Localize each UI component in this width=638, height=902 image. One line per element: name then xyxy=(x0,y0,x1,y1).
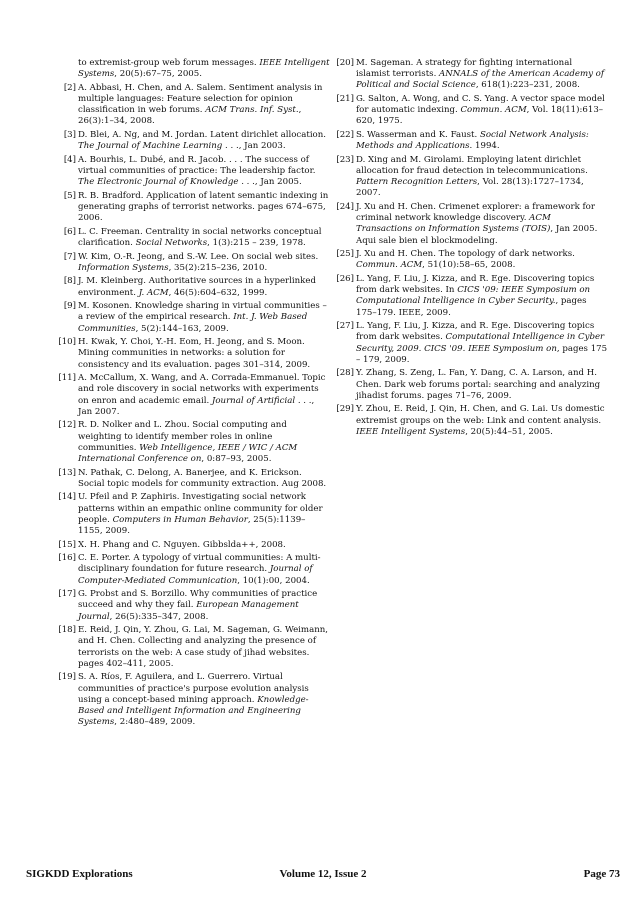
reference-entry xyxy=(336,404,608,438)
reference-text: G. Salton, A. Wong, and C. S. Yang. A vector space model for automatic indexing. xyxy=(356,94,605,116)
reference-entry xyxy=(58,337,330,371)
reference-number: [19] xyxy=(58,672,76,683)
reference-number: [14] xyxy=(58,492,76,503)
reference-entry xyxy=(62,227,330,249)
reference-number: [13] xyxy=(58,467,76,478)
reference-text: E. Reid, J. Qin, Y. Zhou, G. Lai, M. Sageman, G. Weimann, and H. Chen. Collecting and analyzing the presence of terrorists on the web: A case study of jihad websites. pages 402–411, 2005. xyxy=(78,625,329,669)
reference-number: [27] xyxy=(336,321,354,332)
reference-entry xyxy=(58,420,330,465)
reference-entry xyxy=(58,672,330,728)
reference-venue: Computers in Human Behavior xyxy=(112,514,248,525)
reference-number: [7] xyxy=(63,251,76,262)
reference-text: , 20(5):67–75, 2005. xyxy=(114,69,202,80)
reference-text: J. M. Kleinberg. Authoritative sources in a hyperlinked environment. xyxy=(78,276,316,298)
reference-venue: Web Intelligence, IEEE / WIC / ACM International Conference on xyxy=(78,442,298,464)
reference-text: X. H. Phang and C. Nguyen. Gibbslda++, 2008. xyxy=(78,539,286,550)
reference-entry xyxy=(58,589,330,623)
reference-text: R. B. Bradford. Application of latent semantic indexing in generating graphs of terrorist networks. pages 674–675, 2006. xyxy=(78,190,329,224)
footer-page-number: Page 73 xyxy=(583,868,620,880)
page-footer xyxy=(26,868,620,882)
reference-entry xyxy=(336,202,608,247)
reference-text: Y. Zhang, S. Zeng, L. Fan, Y. Dang, C. A. Larson, and H. Chen. Dark web forums portal: searching and analyzing jihadist forums. pages 71–76, 2009. xyxy=(356,368,601,401)
reference-venue: The Electronic Journal of Knowledge . . . xyxy=(78,177,255,188)
reference-venue: European Management Journal xyxy=(78,600,299,622)
reference-text: G. Probst and S. Borzillo. Why communities of practice succeed and why they fail. xyxy=(78,589,318,611)
reference-text: , 25(5):1139–1155, 2009. xyxy=(78,514,306,536)
reference-text: J. Xu and H. Chen. Crimenet explorer: a framework for criminal network knowledge discovery. xyxy=(356,202,595,224)
reference-number: [17] xyxy=(58,589,76,600)
reference-text: Y. Zhou, E. Reid, J. Qin, H. Chen, and G. Lai. Us domestic extremist groups on the web: Link and content analysis. xyxy=(356,404,605,426)
reference-number: [3] xyxy=(63,130,76,140)
reference-number: [29] xyxy=(336,404,354,415)
reference-number: [8] xyxy=(63,276,76,287)
reference-entry xyxy=(62,130,330,152)
reference-entry xyxy=(336,94,608,128)
reference-text: , Jan 2005. xyxy=(254,177,302,188)
reference-number: [20] xyxy=(336,58,354,68)
reference-text: D. Xing and M. Girolami. Employing latent dirichlet allocation for fraud detection in telecommunications. xyxy=(356,154,588,176)
reference-venue: Information Systems xyxy=(78,262,169,273)
reference-entry xyxy=(336,249,608,271)
reference-text: , 26(3):1–34, 2008. xyxy=(78,105,302,127)
reference-text: S. A. Ríos, F. Aguilera, and L. Guerrero. Virtual communities of practice's purpose evolution analysis using a concept-based mining approach. xyxy=(78,672,309,705)
reference-number: [28] xyxy=(336,368,354,379)
reference-number: [5] xyxy=(63,190,76,201)
reference-number: [25] xyxy=(336,249,354,260)
reference-text: A. Bourhis, L. Dubé, and R. Jacob. . . . The success of virtual communities of practice: The leadership factor. xyxy=(78,154,316,176)
reference-number: [16] xyxy=(58,553,76,564)
reference-number: [18] xyxy=(58,625,76,636)
reference-venue: CICS '09: IEEE Symposium on Computational Intelligence in Cyber Security. xyxy=(356,285,591,307)
reference-venue: J. ACM xyxy=(138,287,169,298)
reference-venue: IEEE Intelligent Systems xyxy=(356,426,466,437)
reference-number: [9] xyxy=(63,301,76,312)
reference-text: , 20(5):44–51, 2005. xyxy=(465,426,553,437)
reference-venue: ACM Trans. Inf. Syst. xyxy=(205,105,299,116)
reference-number: [10] xyxy=(58,337,76,348)
reference-number: [26] xyxy=(336,274,354,284)
reference-number: [22] xyxy=(336,130,354,140)
reference-text: , 618(1):223–231, 2008. xyxy=(475,80,580,91)
reference-venue: Commun. ACM xyxy=(356,260,423,271)
reference-text: , 0:87–93, 2005. xyxy=(201,454,272,464)
reference-text: , Vol. 28(13):1727–1734, 2007. xyxy=(356,177,584,199)
reference-text: , 10(1):00, 2004. xyxy=(237,575,310,586)
reference-venue: Social Networks xyxy=(135,238,208,248)
reference-number: [23] xyxy=(336,154,354,165)
reference-text: M. Sageman. A strategy for fighting international islamist terrorists. xyxy=(356,58,573,80)
reference-venue: Journal of Computer-Mediated Communication xyxy=(78,564,313,586)
reference-entry xyxy=(62,155,330,189)
reference-text: , 26(5):335–347, 2008. xyxy=(109,611,209,622)
reference-entry xyxy=(62,252,330,274)
footer-issue: Volume 12, Issue 2 xyxy=(279,868,367,880)
reference-text: L. Yang, F. Liu, J. Kizza, and R. Ege. Discovering topics from dark websites. xyxy=(356,321,595,343)
reference-venue: Knowledge-Based and Intelligent Information and Engineering Systems xyxy=(78,694,309,728)
reference-text: D. Blei, A. Ng, and M. Jordan. Latent dirichlet allocation. xyxy=(78,130,327,140)
reference-venue: Int. J. Web Based Communities xyxy=(78,312,308,334)
reference-text: . 1994. xyxy=(469,141,500,152)
reference-number: [24] xyxy=(336,202,354,212)
reference-number: [12] xyxy=(58,420,76,431)
reference-venue: Journal of Artificial . . . xyxy=(211,395,312,406)
reference-number: [4] xyxy=(63,154,76,165)
reference-text: , pages 175–179. IEEE, 2009. xyxy=(356,296,587,318)
reference-venue: IEEE Intelligent Systems xyxy=(78,58,330,80)
reference-number: [21] xyxy=(336,94,354,104)
reference-text: L. Yang, F. Liu, J. Kizza, and R. Ege. Discovering topics from dark websites. In xyxy=(356,274,595,296)
reference-text: , 51(10):58–65, 2008. xyxy=(422,260,516,271)
references-column-left xyxy=(58,58,330,731)
reference-venue: Computational Intelligence in Cyber Security, 2009. CICS '09. IEEE Symposium on xyxy=(356,332,605,354)
reference-entry xyxy=(62,191,330,225)
reference-text: W. Kim, O.-R. Jeong, and S.-W. Lee. On social web sites. xyxy=(78,251,319,262)
reference-entry xyxy=(336,321,608,366)
reference-venue: Social Network Analysis: Methods and Applications xyxy=(356,130,589,152)
reference-entry xyxy=(62,276,330,298)
reference-text: N. Pathak, C. Delong, A. Banerjee, and K. Erickson. Social topic models for community extraction. Aug 2008. xyxy=(78,467,327,489)
reference-venue: Commun. ACM xyxy=(460,105,527,116)
footer-journal: SIGKDD Explorations xyxy=(26,868,133,880)
reference-text: , Jan 2005. Aqui sale bien el blockmodeling. xyxy=(356,224,598,246)
reference-text: to extremist-group web forum messages. xyxy=(78,58,260,68)
reference-text: L. C. Freeman. Centrality in social networks conceptual clarification. xyxy=(78,226,322,248)
reference-text: , 1(3):215 – 239, 1978. xyxy=(207,238,306,248)
reference-text: C. E. Porter. A typology of virtual communities: A multi-disciplinary foundation for future research. xyxy=(78,553,321,575)
reference-entry xyxy=(58,539,330,551)
reference-text: M. Kosonen. Knowledge sharing in virtual communities – a review of the empirical research. xyxy=(78,301,327,323)
reference-text: , 5(2):144–163, 2009. xyxy=(135,323,229,334)
reference-entry xyxy=(58,492,330,537)
reference-venue: ACM Transactions on Information Systems (TOIS) xyxy=(356,213,551,235)
reference-entry xyxy=(58,553,330,587)
reference-text: U. Pfeil and P. Zaphiris. Investigating social network patterns within an empathic online community for older people. xyxy=(78,492,323,525)
reference-text: , Jan 2003. xyxy=(238,141,286,152)
reference-number: [15] xyxy=(58,539,76,550)
reference-text: A. McCallum, X. Wang, and A. Corrada-Emmanuel. Topic and role discovery in social networks with experiments on enron and academic email. xyxy=(78,373,326,406)
reference-text: , pages 175 – 179, 2009. xyxy=(356,343,608,365)
reference-entry xyxy=(336,274,608,319)
reference-text: , 2:480–489, 2009. xyxy=(114,717,196,728)
references-column-right xyxy=(336,58,608,440)
reference-venue: Pattern Recognition Letters xyxy=(356,177,478,188)
reference-number: [2] xyxy=(63,82,76,93)
reference-entry xyxy=(62,58,330,80)
reference-entry xyxy=(58,373,330,418)
reference-text: , Jan 2007. xyxy=(78,395,315,417)
reference-entry xyxy=(58,625,330,670)
reference-text: R. D. Nolker and L. Zhou. Social computing and weighting to identify member roles in online communities. xyxy=(78,420,287,453)
reference-entry xyxy=(62,301,330,335)
reference-text: J. Xu and H. Chen. The topology of dark networks. xyxy=(356,249,575,260)
reference-number: [6] xyxy=(63,226,76,237)
reference-entry xyxy=(62,83,330,128)
reference-text: , 35(2):215–236, 2010. xyxy=(168,262,268,273)
reference-text: S. Wasserman and K. Faust. xyxy=(356,130,480,140)
reference-entry xyxy=(336,154,608,200)
reference-entry xyxy=(336,58,608,92)
reference-entry xyxy=(58,467,330,490)
reference-entry xyxy=(336,368,608,402)
reference-venue: ANNALS of the American Academy of Political and Social Science xyxy=(356,69,605,91)
reference-text: , Vol. 18(11):613–620, 1975. xyxy=(356,105,604,127)
reference-text: A. Abbasi, H. Chen, and A. Salem. Sentiment analysis in multiple languages: Feature selection for opinion classification in web forums. xyxy=(78,82,323,116)
reference-number: [11] xyxy=(58,373,76,384)
reference-entry xyxy=(336,130,608,152)
reference-venue: The Journal of Machine Learning . . . xyxy=(78,141,239,152)
reference-text: H. Kwak, Y. Choi, Y.-H. Eom, H. Jeong, and S. Moon. Mining communities in networks: a solution for consistency and its evaluation. pages 301–314, 2009. xyxy=(78,337,311,370)
reference-text: , 46(5):604–632, 1999. xyxy=(168,287,268,298)
